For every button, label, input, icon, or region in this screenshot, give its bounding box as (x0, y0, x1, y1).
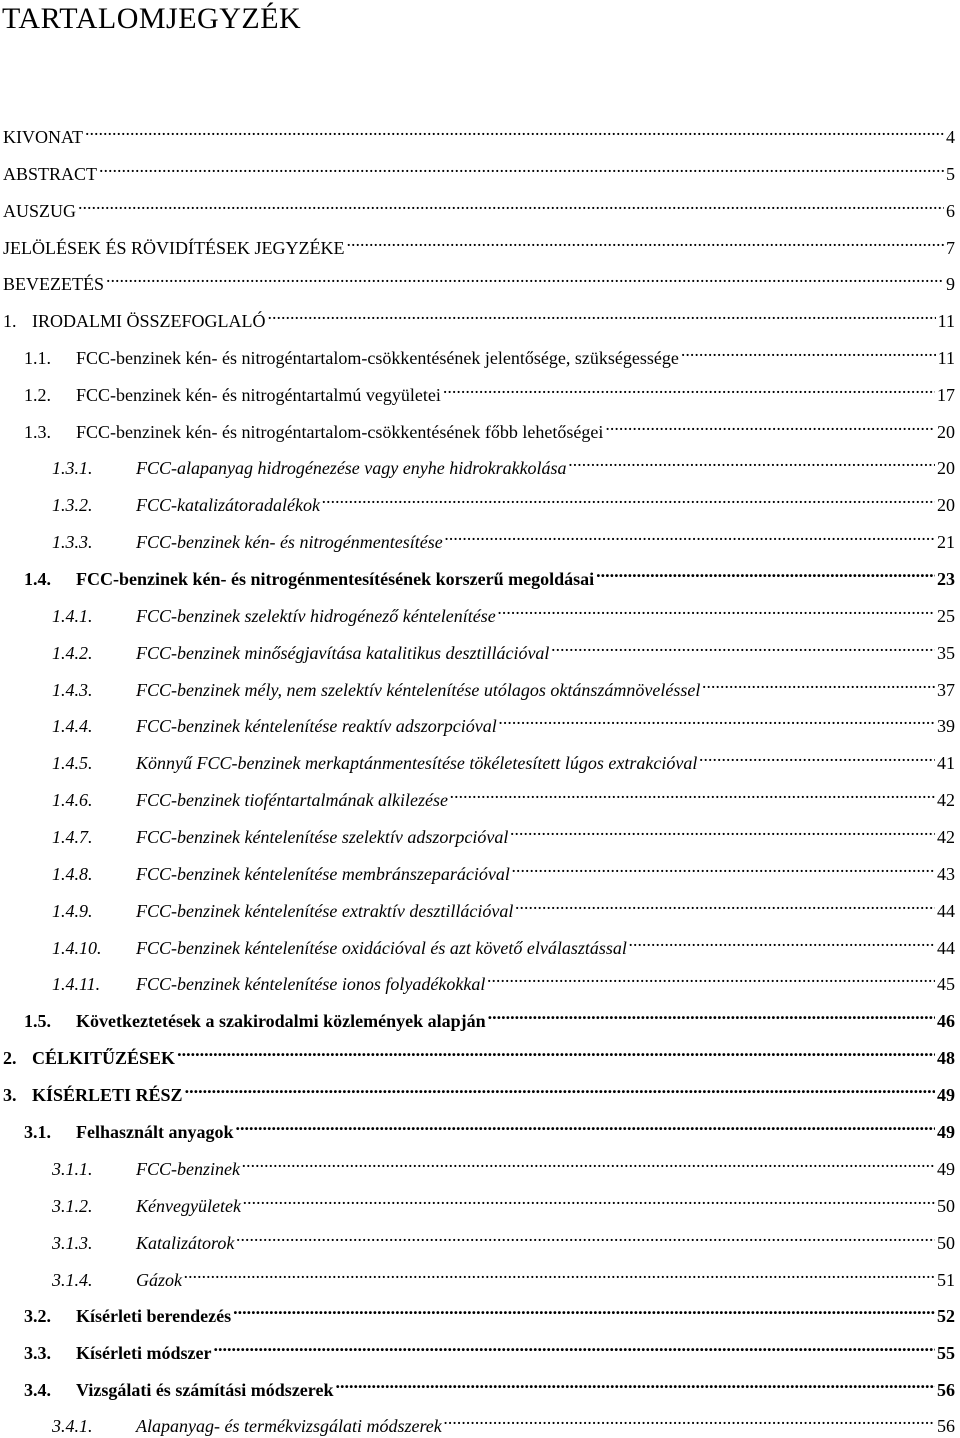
toc-entry-number: 1.4.8. (52, 864, 93, 884)
toc-entry-title: CÉLKITŰZÉSEK (32, 1048, 176, 1068)
toc-entry-title: ABSTRACT (3, 164, 98, 184)
dot-leader (335, 1374, 935, 1396)
toc-entry[interactable] (3, 158, 955, 185)
toc-entry-number: 1.4. (24, 569, 51, 589)
toc-entry-title: Vizsgálati és számítási módszerek (76, 1380, 334, 1400)
toc-entry-title: JELÖLÉSEK ÉS RÖVIDÍTÉSEK JEGYZÉKE (3, 238, 345, 258)
toc-entry-page: 49 (937, 1122, 955, 1142)
toc-entry-page: 50 (937, 1233, 955, 1253)
toc-entry[interactable] (52, 821, 955, 848)
toc-entry-number: 3.1. (24, 1122, 51, 1142)
toc-entry[interactable] (3, 232, 955, 259)
toc-entry-title: Könnyű FCC-benzinek merkaptánmentesítése tökéletesített lúgos extrakcióval (136, 753, 698, 773)
toc-entry-number: 3.4.1. (52, 1416, 93, 1436)
toc-entry[interactable] (52, 489, 955, 516)
dot-leader (242, 1153, 935, 1175)
toc-entry-title: FCC-benzinek kén- és nitrogéntartalmú vegyületei (76, 385, 441, 405)
dot-leader (551, 637, 935, 659)
toc-entry-number: 1.3.2. (52, 495, 93, 515)
dot-leader (488, 1005, 935, 1027)
toc-entry-number: 3.2. (24, 1306, 51, 1326)
toc-entry-title: FCC-benzinek kén- és nitrogéntartalom-csökkentésének jelentősége, szükségessége (76, 348, 679, 368)
toc-entry-title: FCC-benzinek kéntelenítése szelektív adszorpcióval (136, 827, 509, 847)
toc-entry-number: 1.4.1. (52, 606, 93, 626)
toc-entry-title: Katalizátorok (136, 1233, 235, 1253)
toc-entry-title: Kénvegyületek (136, 1196, 241, 1216)
dot-leader (346, 232, 944, 254)
toc-entry[interactable] (3, 1042, 955, 1069)
toc-entry-page: 41 (937, 753, 955, 773)
dot-leader (444, 1410, 935, 1432)
toc-entry-title: FCC-benzinek minőségjavítása katalitikus desztillációval (136, 643, 550, 663)
toc-entry[interactable] (52, 1190, 955, 1217)
dot-leader (512, 858, 935, 880)
toc-entry-page: 42 (937, 827, 955, 847)
dot-leader (322, 489, 935, 511)
toc-entry-number: 1.4.11. (52, 974, 101, 994)
toc-entry-page: 39 (937, 716, 955, 736)
toc-entry[interactable] (3, 1079, 955, 1106)
toc-entry-title: FCC-benzinek kéntelenítése membránszeparációval (136, 864, 510, 884)
dot-leader (605, 416, 935, 438)
dot-leader (445, 526, 935, 548)
toc-entry[interactable] (24, 1116, 955, 1143)
toc-entry-title: FCC-benzinek kéntelenítése extraktív desztillációval (136, 901, 514, 921)
toc-entry[interactable] (52, 637, 955, 664)
toc-entry-page: 9 (946, 274, 955, 294)
toc-entry[interactable] (24, 1374, 955, 1401)
toc-entry[interactable] (24, 1337, 955, 1364)
dot-leader (184, 1264, 935, 1286)
toc-entry-number: 2. (3, 1048, 17, 1068)
toc-entry[interactable] (52, 932, 955, 959)
toc-entry-page: 49 (937, 1085, 955, 1105)
dot-leader (510, 821, 935, 843)
toc-entry-number: 1.3.1. (52, 458, 93, 478)
toc-entry[interactable] (3, 268, 955, 295)
dot-leader (629, 932, 935, 954)
dot-leader (596, 563, 935, 585)
toc-entry-page: 49 (937, 1159, 955, 1179)
toc-entry[interactable] (52, 968, 955, 995)
toc-entry[interactable] (52, 784, 955, 811)
toc-entry[interactable] (24, 1300, 955, 1327)
toc-entry-title: FCC-benzinek kén- és nitrogénmentesítése (136, 532, 443, 552)
toc-entry-title: KIVONAT (3, 127, 83, 147)
toc-entry-title: Gázok (136, 1270, 182, 1290)
toc-entry-page: 6 (946, 201, 955, 221)
dot-leader (213, 1337, 935, 1359)
dot-leader (243, 1190, 935, 1212)
toc-entry-page: 46 (937, 1011, 955, 1031)
toc-entry-title: FCC-katalizátoradalékok (136, 495, 320, 515)
dot-leader (499, 710, 935, 732)
toc-entry[interactable] (24, 1005, 955, 1032)
toc-entry-page: 56 (937, 1416, 955, 1436)
toc-entry-title: Kísérleti módszer (76, 1343, 212, 1363)
toc-entry-number: 3.4. (24, 1380, 51, 1400)
page-title: TARTALOMJEGYZÉK (2, 2, 302, 35)
toc-entry-page: 55 (937, 1343, 955, 1363)
toc-entry-number: 3.3. (24, 1343, 51, 1363)
toc-entry-title: FCC-benzinek (136, 1159, 240, 1179)
toc-entry-page: 45 (937, 974, 955, 994)
toc-entry-number: 1.4.4. (52, 716, 93, 736)
toc-entry-title: AUSZUG (3, 201, 77, 221)
dot-leader (699, 747, 935, 769)
toc-entry-page: 21 (937, 532, 955, 552)
toc-entry-number: 1.4.7. (52, 827, 93, 847)
toc-entry-title: FCC-alapanyag hidrogénezése vagy enyhe hidrokrakkolása (136, 458, 567, 478)
toc-entry-title: BEVEZETÉS (3, 274, 104, 294)
dot-leader (450, 784, 935, 806)
toc-entry[interactable] (52, 1227, 955, 1254)
toc-entry-title: FCC-benzinek kéntelenítése reaktív adszorpcióval (136, 716, 497, 736)
toc-entry-page: 23 (937, 569, 955, 589)
dot-leader (569, 452, 935, 474)
dot-leader (702, 674, 935, 696)
toc-entry-number: 1.1. (24, 348, 51, 368)
toc-entry-title: Következtetések a szakirodalmi közlemények alapján (76, 1011, 486, 1031)
dot-leader (99, 158, 944, 180)
toc-entry[interactable] (52, 858, 955, 885)
toc-entry[interactable] (3, 195, 955, 222)
toc-entry-page: 51 (937, 1270, 955, 1290)
toc-entry[interactable] (52, 600, 955, 627)
toc-entry-title: FCC-benzinek kéntelenítése oxidációval és azt követő elválasztással (136, 938, 627, 958)
toc-entry[interactable] (52, 452, 955, 479)
toc-entry-number: 1.4.5. (52, 753, 93, 773)
toc-entry-page: 5 (946, 164, 955, 184)
toc-entry-title: FCC-benzinek szelektív hidrogénező kéntelenítése (136, 606, 496, 626)
toc-entry-page: 52 (937, 1306, 955, 1326)
toc-entry[interactable] (24, 379, 955, 406)
toc-entry-page: 43 (937, 864, 955, 884)
toc-entry-title: Alapanyag- és termékvizsgálati módszerek (136, 1416, 442, 1436)
toc-entry-number: 1.2. (24, 385, 51, 405)
toc-entry-page: 20 (937, 422, 955, 442)
toc-entry-page: 17 (937, 385, 955, 405)
toc-entry[interactable] (24, 563, 955, 590)
toc-entry-number: 1.3. (24, 422, 51, 442)
toc-entry[interactable] (52, 1410, 955, 1437)
toc-entry[interactable] (52, 895, 955, 922)
dot-leader (78, 195, 944, 217)
dot-leader (106, 268, 944, 290)
dot-leader (681, 342, 936, 364)
toc-entry-number: 3.1.2. (52, 1196, 93, 1216)
dot-leader (85, 121, 944, 143)
toc-entry-page: 20 (937, 495, 955, 515)
toc-entry[interactable] (52, 1153, 955, 1180)
toc-entry-page: 11 (937, 348, 955, 368)
toc-entry-number: 1.4.6. (52, 790, 93, 810)
toc-entry-page: 48 (937, 1048, 955, 1068)
toc-entry-title: FCC-benzinek kén- és nitrogénmentesítésének korszerű megoldásai (76, 569, 595, 589)
toc-entry-page: 37 (937, 680, 955, 700)
toc-entry-number: 1. (3, 311, 17, 331)
toc-entry[interactable] (52, 710, 955, 737)
dot-leader (268, 305, 936, 327)
toc-entry-page: 56 (937, 1380, 955, 1400)
dot-leader (498, 600, 935, 622)
toc-entry-number: 1.4.3. (52, 680, 93, 700)
toc-entry-page: 44 (937, 901, 955, 921)
toc-entry-page: 44 (937, 938, 955, 958)
toc-entry-number: 3.1.1. (52, 1159, 93, 1179)
toc-entry-page: 7 (946, 238, 955, 258)
dot-leader (185, 1079, 935, 1101)
toc-entry-page: 11 (937, 311, 955, 331)
toc-entry-title: Felhasznált anyagok (76, 1122, 234, 1142)
dot-leader (236, 1227, 935, 1249)
toc-entry-page: 35 (937, 643, 955, 663)
toc-entry-title: FCC-benzinek kén- és nitrogéntartalom-csökkentésének főbb lehetőségei (76, 422, 604, 442)
toc-entry-number: 1.3.3. (52, 532, 93, 552)
toc-entry-number: 3.1.3. (52, 1233, 93, 1253)
dot-leader (233, 1300, 935, 1322)
dot-leader (515, 895, 935, 917)
toc-entry[interactable] (24, 416, 955, 443)
toc-entry-number: 3.1.4. (52, 1270, 93, 1290)
dot-leader (487, 968, 935, 990)
toc-entry[interactable] (3, 121, 955, 148)
toc-entry-number: 1.4.2. (52, 643, 93, 663)
toc-entry-title: Kísérleti berendezés (76, 1306, 232, 1326)
toc-entry-number: 1.5. (24, 1011, 51, 1031)
toc-entry-title: IRODALMI ÖSSZEFOGLALÓ (32, 311, 266, 331)
toc-entry-number: 1.4.10. (52, 938, 102, 958)
toc-entry-title: FCC-benzinek tioféntartalmának alkilezése (136, 790, 448, 810)
toc-entry[interactable] (3, 305, 955, 332)
toc-entry-number: 3. (3, 1085, 17, 1105)
toc-entry-number: 1.4.9. (52, 901, 93, 921)
toc-entry-page: 4 (946, 127, 955, 147)
toc-entry[interactable] (52, 1264, 955, 1291)
toc-entry-page: 25 (937, 606, 955, 626)
toc-entry-page: 20 (937, 458, 955, 478)
toc-entry-page: 42 (937, 790, 955, 810)
dot-leader (177, 1042, 935, 1064)
dot-leader (443, 379, 935, 401)
toc-entry-title: FCC-benzinek mély, nem szelektív kéntelenítése utólagos oktánszámnöveléssel (136, 680, 701, 700)
toc-entry[interactable] (24, 342, 955, 369)
toc-entry-page: 50 (937, 1196, 955, 1216)
toc-entry[interactable] (52, 526, 955, 553)
toc-entry[interactable] (52, 747, 955, 774)
dot-leader (236, 1116, 935, 1138)
toc-entry[interactable] (52, 674, 955, 701)
toc-entry-title: KÍSÉRLETI RÉSZ (32, 1085, 183, 1105)
toc-entry-title: FCC-benzinek kéntelenítése ionos folyadékokkal (136, 974, 486, 994)
